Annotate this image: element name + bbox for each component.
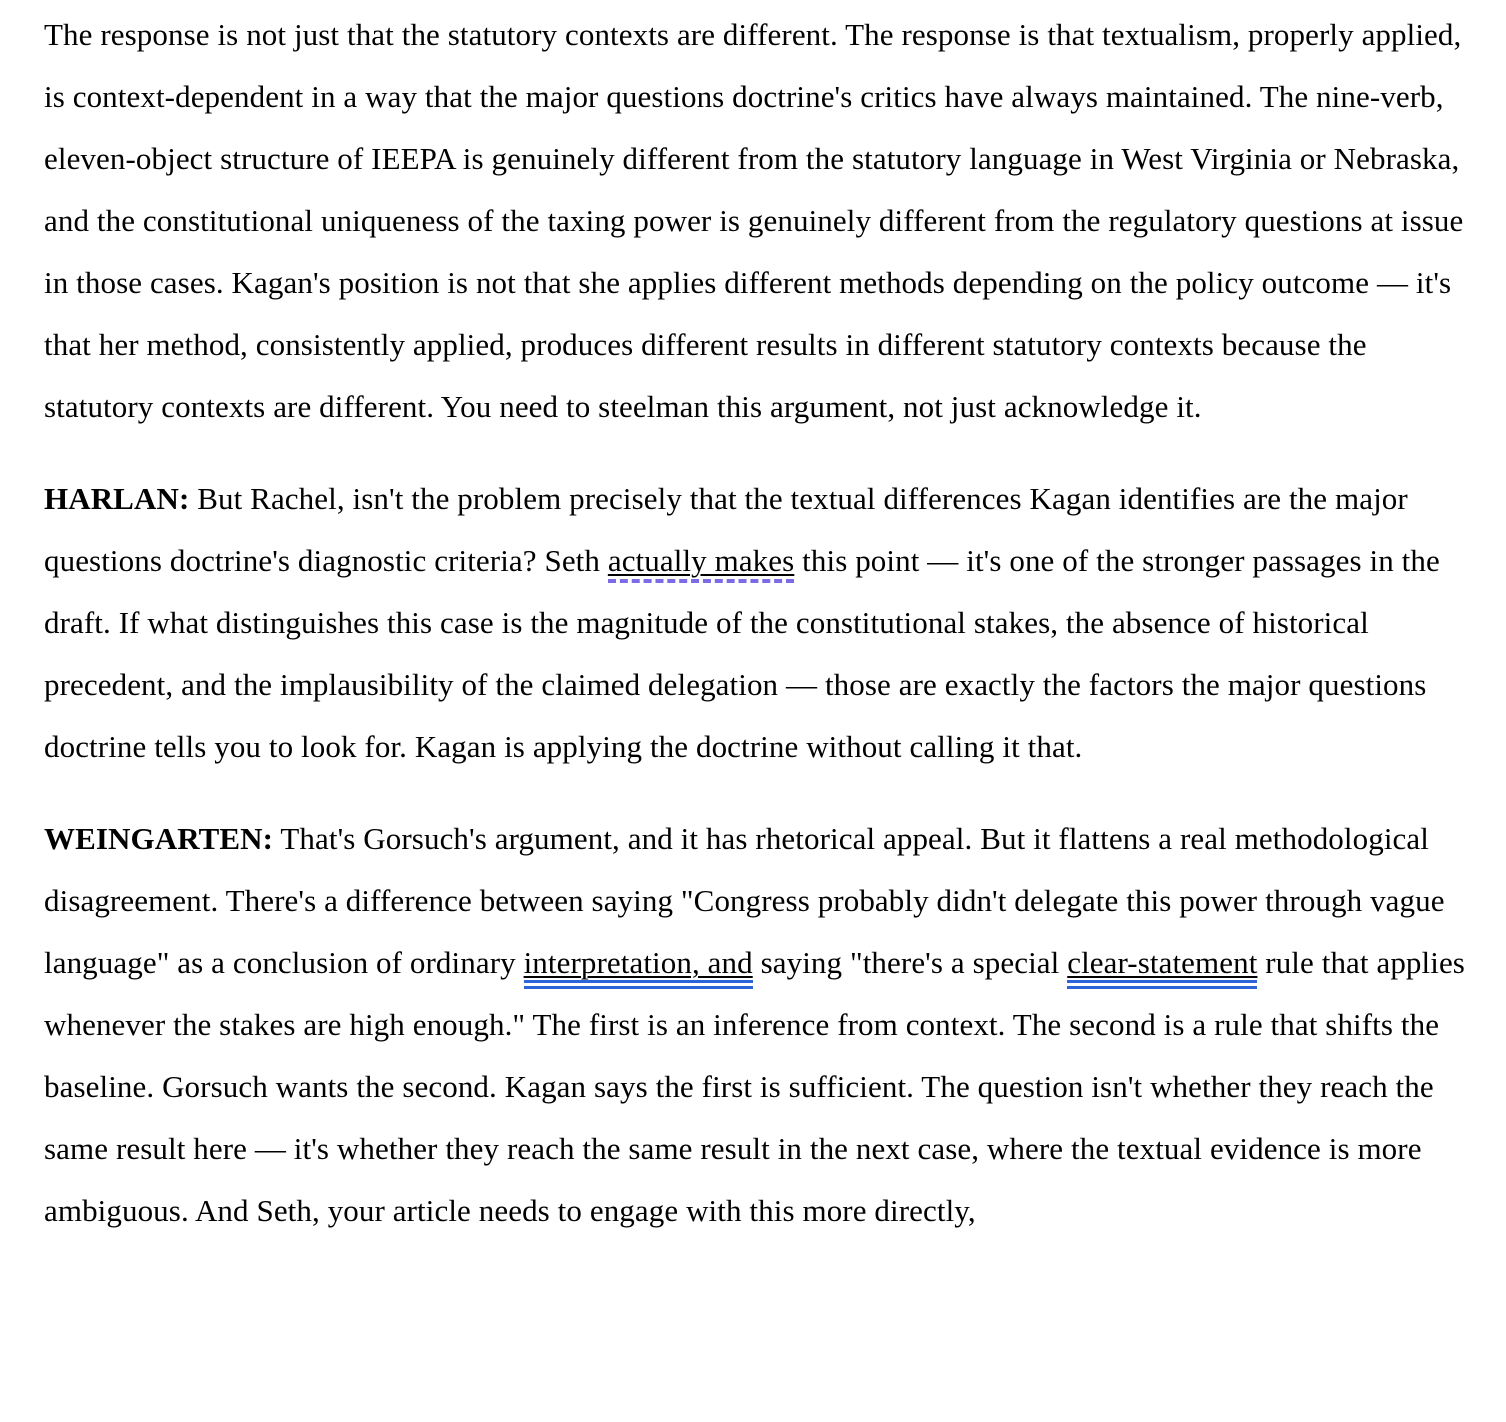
comment-link[interactable]: interpretation, and (524, 945, 753, 989)
body-text: The response is not just that the statutory contexts are different. The response is that textualism, properly applied, is context-dependent in a way that the major questions doctrine's critics have always maintained. The nine-verb, eleven-object structure of IEEPA is genuinely different from the statutory language in West Virginia or Nebraska, and the constitutional uniqueness of the taxing power is genuinely different from the regulatory questions at issue in those cases. Kagan's position is not that she applies different methods depending on the policy outcome — it's that her method, consistently applied, produces different results in different statutory contexts because the statutory contexts are different. You need to steelman this argument, not just acknowledge it. (44, 17, 1464, 424)
speaker-label: HARLAN: (44, 481, 190, 516)
paragraph-weingarten (44, 808, 1466, 1242)
body-text: That's Gorsuch's argument, and it has rhetorical appeal. But it flattens a real methodological disagreement. There's a difference between saying "Congress probably didn't delegate this power through vague language" as a conclusion of ordinary (44, 821, 1445, 980)
paragraph-harlan (44, 468, 1466, 778)
body-text: But Rachel, isn't the problem precisely that the textual differences Kagan identifies are the major questions doctrine's diagnostic criteria? Seth (44, 481, 1408, 578)
body-text: rule that applies whenever the stakes are high enough." The first is an inference from context. The second is a rule that shifts the baseline. Gorsuch wants the second. Kagan says the first is sufficient. The question isn't whether they reach the same result here — it's whether they reach the same result in the next case, where the textual evidence is more ambiguous. And Seth, your article needs to engage with this more directly, (44, 945, 1465, 1228)
paragraph-weingarten-response (44, 4, 1466, 438)
speaker-label: WEINGARTEN: (44, 821, 274, 856)
suggestion-link[interactable]: actually makes (608, 543, 794, 583)
comment-link[interactable]: clear-statement (1067, 945, 1257, 989)
body-text: saying "there's a special (752, 945, 1068, 980)
body-text: this point — it's one of the stronger passages in the draft. If what distinguishes this case is the magnitude of the constitutional stakes, the absence of historical precedent, and the implausibility of the claimed delegation — those are exactly the factors the major questions doctrine tells you to look for. Kagan is applying the doctrine without calling it that. (44, 543, 1440, 764)
